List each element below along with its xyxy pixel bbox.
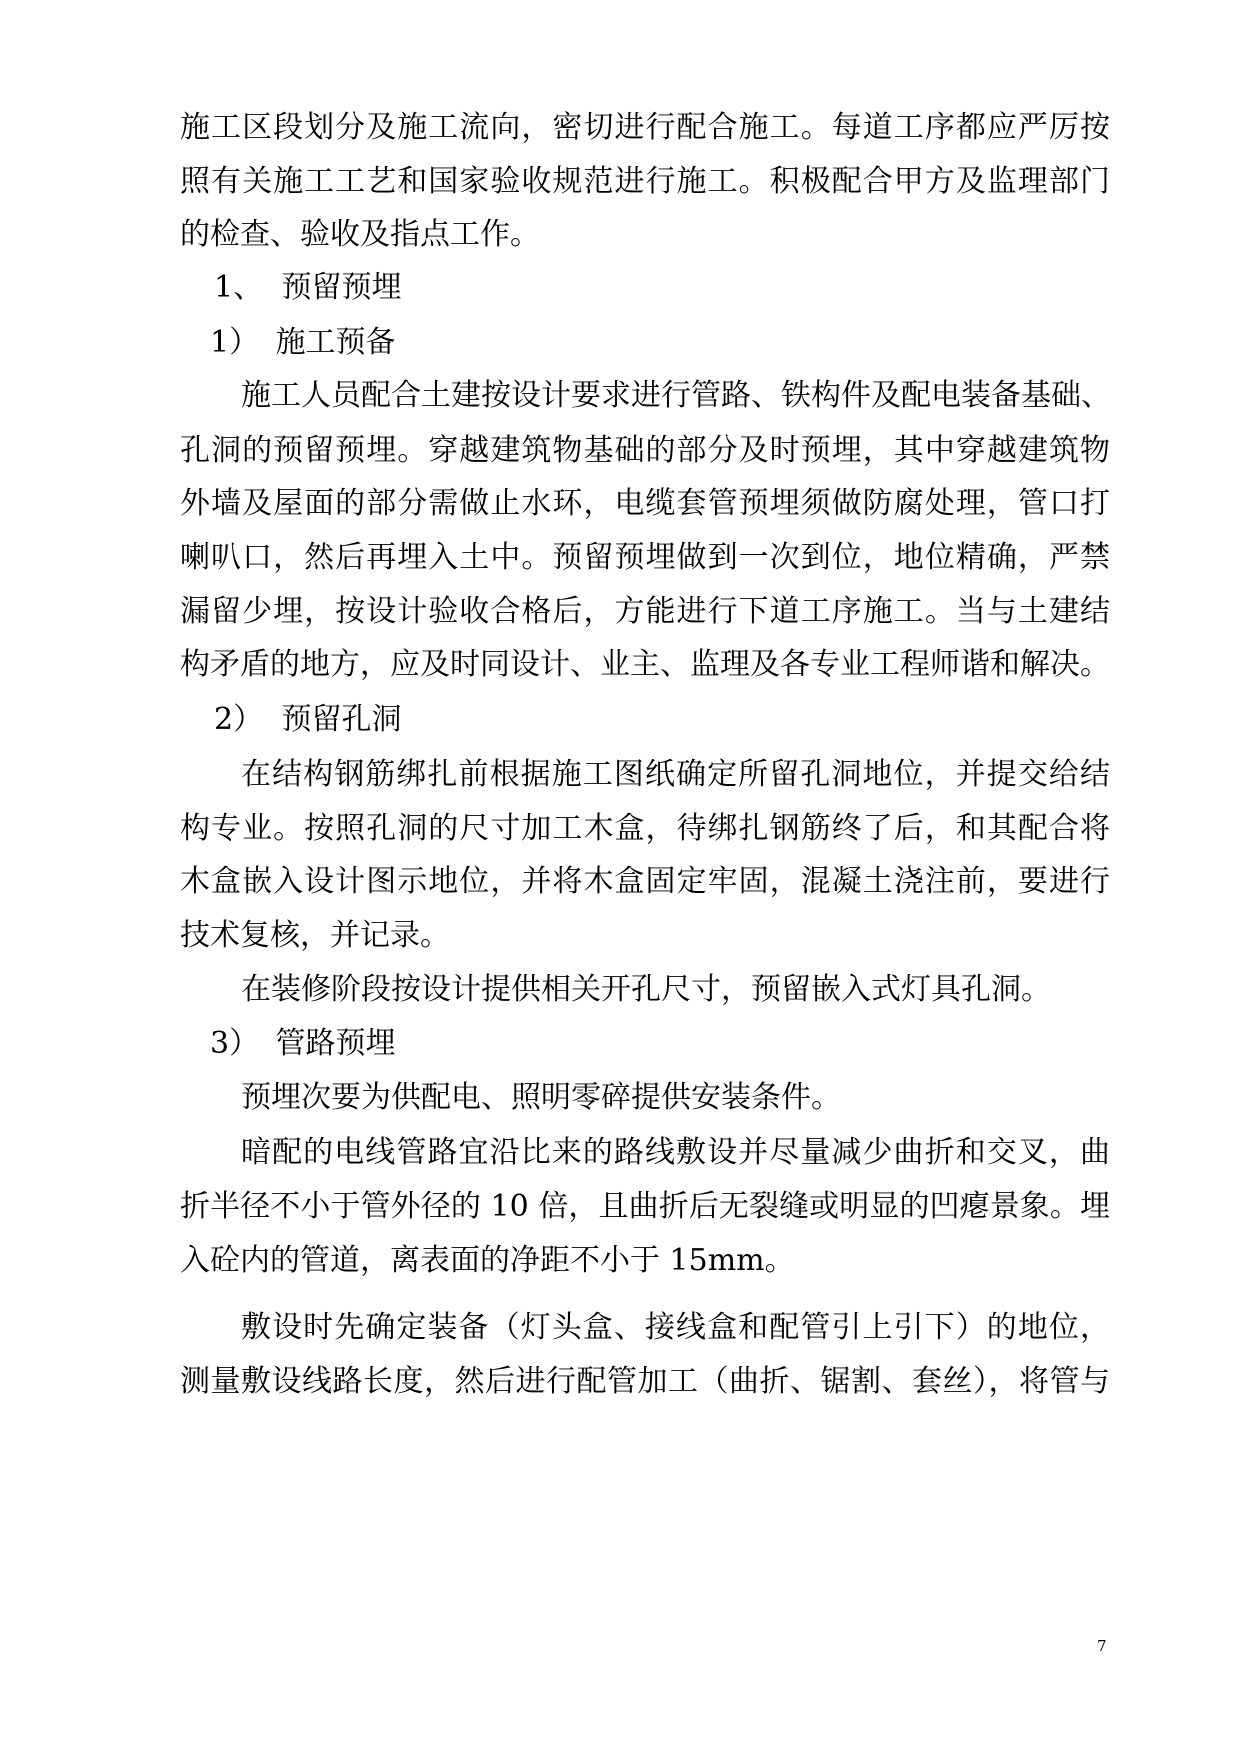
text-line: 测量敷设线路长度，然后进行配管加工（曲折、锯割、套丝），将管与 xyxy=(180,1364,1110,1399)
subsection-number: 2） xyxy=(214,702,264,737)
text-line: 施工区段划分及施工流向，密切进行配合施工。每道工序都应严厉按 xyxy=(180,110,1110,145)
subsection-title: 管路预埋 xyxy=(275,1026,396,1061)
section-heading xyxy=(214,268,402,308)
text-line: 的检查、验收及指点工作。 xyxy=(180,217,540,252)
subsection-heading xyxy=(214,700,402,740)
section-title: 预留预埋 xyxy=(281,270,402,305)
text-line: 入砼内的管道，离表面的净距不小于 15mm。 xyxy=(180,1243,795,1278)
subsection-heading xyxy=(210,323,396,363)
subsection-number: 3） xyxy=(210,1026,260,1061)
text-line: 折半径不小于管外径的 10 倍，且曲折后无裂缝或明显的凹瘪景象。埋 xyxy=(180,1189,1110,1224)
page-number: 7 xyxy=(1097,1637,1107,1655)
subsection-title: 预留孔洞 xyxy=(281,702,402,737)
text-line: 技术复核，并记录。 xyxy=(180,918,450,953)
text-line: 构专业。按照孔洞的尺寸加工木盒，待绑扎钢筋终了后，和其配合将 xyxy=(180,811,1110,846)
text-line: 漏留少埋，按设计验收合格后，方能进行下道工序施工。当与土建结 xyxy=(180,594,1110,629)
subsection-number: 1） xyxy=(210,325,260,360)
text-line: 构矛盾的地方，应及时同设计、业主、监理及各专业工程师谐和解决。 xyxy=(180,647,1110,682)
text-line: 木盒嵌入设计图示地位，并将木盒固定牢固，混凝土浇注前，要进行 xyxy=(180,864,1110,899)
text-line: 施工人员配合土建按设计要求进行管路、铁构件及配电装备基础、 xyxy=(241,378,1111,413)
text-line: 敷设时先确定装备（灯头盒、接线盒和配管引上引下）的地位， xyxy=(241,1310,1110,1345)
text-line: 预埋次要为供配电、照明零碎提供安装条件。 xyxy=(241,1080,841,1115)
text-line: 暗配的电线管路宜沿比来的路线敷设并尽量减少曲折和交叉，曲 xyxy=(241,1135,1110,1170)
section-number: 1、 xyxy=(214,270,264,305)
subsection-heading xyxy=(210,1024,396,1064)
text-line: 喇叭口，然后再埋入土中。预留预埋做到一次到位，地位精确，严禁 xyxy=(180,540,1110,575)
text-line: 在装修阶段按设计提供相关开孔尺寸，预留嵌入式灯具孔洞。 xyxy=(241,972,1051,1007)
text-line: 孔洞的预留预埋。穿越建筑物基础的部分及时预埋，其中穿越建筑物 xyxy=(180,433,1110,468)
text-line: 外墙及屋面的部分需做止水环，电缆套管预埋须做防腐处理，管口打 xyxy=(180,486,1110,521)
text-line: 照有关施工工艺和国家验收规范进行施工。积极配合甲方及监理部门 xyxy=(180,164,1110,199)
subsection-title: 施工预备 xyxy=(275,325,396,360)
text-line: 在结构钢筋绑扎前根据施工图纸确定所留孔洞地位，并提交给结 xyxy=(241,757,1110,792)
